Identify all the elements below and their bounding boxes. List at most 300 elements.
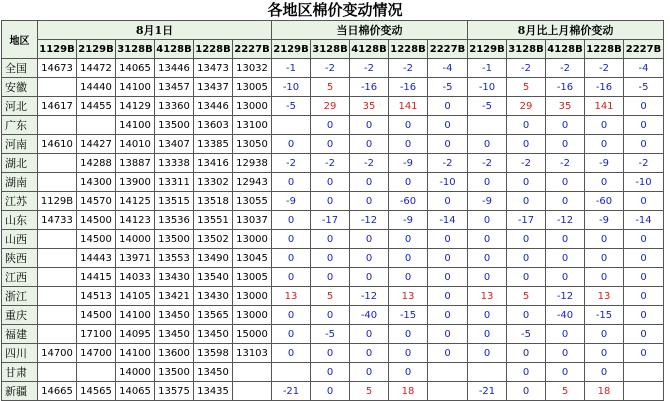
code-header: 4128B	[546, 40, 585, 59]
daily-change-cell: -16	[389, 78, 428, 97]
daily-change-cell: 0	[272, 306, 311, 325]
price-cell: 14733	[38, 211, 77, 230]
daily-change-cell: 0	[272, 268, 311, 287]
monthly-change-cell: 0	[624, 344, 664, 363]
price-cell: 13000	[233, 230, 272, 249]
daily-change-cell: -14	[428, 211, 468, 230]
region-cell: 重庆	[2, 306, 38, 325]
price-cell	[77, 116, 116, 135]
monthly-change-cell: 0	[624, 192, 664, 211]
daily-change-cell: 0	[428, 135, 468, 154]
price-cell: 13600	[155, 344, 194, 363]
code-header: 4128B	[350, 40, 389, 59]
daily-change-cell: 0	[350, 116, 389, 135]
monthly-change-cell: -4	[624, 59, 664, 78]
daily-change-cell: -17	[311, 211, 350, 230]
monthly-change-cell: 0	[546, 192, 585, 211]
table-row	[2, 192, 664, 211]
daily-change-cell: 0	[350, 173, 389, 192]
price-cell: 13457	[155, 78, 194, 97]
monthly-change-cell: -10	[468, 78, 507, 97]
price-cell: 13000	[233, 287, 272, 306]
price-cell: 13515	[155, 192, 194, 211]
region-cell: 湖南	[2, 173, 38, 192]
price-cell	[38, 287, 77, 306]
daily-change-cell	[428, 382, 468, 401]
daily-change-cell: 0	[389, 230, 428, 249]
price-cell	[38, 154, 77, 173]
daily-change-cell: 0	[389, 249, 428, 268]
daily-change-cell: -2	[311, 154, 350, 173]
table-row	[2, 154, 664, 173]
price-cell: 13437	[194, 78, 233, 97]
monthly-change-cell: -2	[546, 154, 585, 173]
daily-change-cell: -2	[428, 154, 468, 173]
daily-change-cell: -15	[389, 306, 428, 325]
daily-change-cell: 0	[350, 268, 389, 287]
price-cell: 1129B	[38, 192, 77, 211]
price-cell: 13385	[194, 135, 233, 154]
monthly-change-cell	[468, 363, 507, 382]
price-cell: 14565	[77, 382, 116, 401]
price-cell: 13050	[233, 135, 272, 154]
price-cell: 14500	[77, 211, 116, 230]
monthly-change-cell: 0	[546, 173, 585, 192]
price-cell: 13502	[194, 230, 233, 249]
monthly-change-cell: 35	[546, 97, 585, 116]
daily-change-cell: 5	[311, 78, 350, 97]
region-cell: 新疆	[2, 382, 38, 401]
region-cell: 江西	[2, 268, 38, 287]
monthly-change-cell: 5	[507, 287, 546, 306]
monthly-change-cell: 0	[507, 116, 546, 135]
group-header-monthly: 8月比上月棉价变动	[468, 21, 664, 40]
header-row-codes	[2, 40, 664, 59]
monthly-change-cell: 29	[507, 97, 546, 116]
monthly-change-cell: 141	[585, 97, 624, 116]
daily-change-cell: 0	[428, 306, 468, 325]
daily-change-cell: 5	[350, 382, 389, 401]
daily-change-cell	[272, 363, 311, 382]
monthly-change-cell: 0	[507, 135, 546, 154]
region-cell: 江苏	[2, 192, 38, 211]
monthly-change-cell: -10	[624, 173, 664, 192]
table-row	[2, 211, 664, 230]
code-header: 4128B	[155, 40, 194, 59]
price-cell: 13553	[155, 249, 194, 268]
monthly-change-cell: 0	[468, 268, 507, 287]
price-cell: 13100	[233, 116, 272, 135]
monthly-change-cell: 0	[585, 268, 624, 287]
daily-change-cell: 0	[389, 363, 428, 382]
price-cell: 14105	[116, 287, 155, 306]
monthly-change-cell: -2	[585, 59, 624, 78]
group-header-daily: 当日棉价变动	[272, 21, 468, 40]
daily-change-cell: 35	[350, 97, 389, 116]
daily-change-cell: -2	[350, 59, 389, 78]
daily-change-cell: -9	[389, 211, 428, 230]
monthly-change-cell: -2	[468, 154, 507, 173]
price-cell: 14033	[116, 268, 155, 287]
monthly-change-cell: 0	[546, 230, 585, 249]
price-cell: 13416	[194, 154, 233, 173]
daily-change-cell: 29	[311, 97, 350, 116]
monthly-change-cell: 0	[585, 135, 624, 154]
region-cell: 山西	[2, 230, 38, 249]
monthly-change-cell: -5	[468, 97, 507, 116]
header-row-groups	[2, 21, 664, 40]
price-cell: 14513	[77, 287, 116, 306]
price-cell: 14673	[38, 59, 77, 78]
monthly-change-cell: 0	[468, 249, 507, 268]
daily-change-cell: 0	[311, 344, 350, 363]
price-cell: 14500	[77, 306, 116, 325]
region-cell: 陕西	[2, 249, 38, 268]
price-cell: 14427	[77, 135, 116, 154]
daily-change-cell: 0	[350, 230, 389, 249]
monthly-change-cell: 5	[546, 382, 585, 401]
daily-change-cell: 0	[350, 363, 389, 382]
price-cell: 14123	[116, 211, 155, 230]
price-cell: 13407	[155, 135, 194, 154]
price-cell: 13971	[116, 249, 155, 268]
price-cell: 13575	[155, 382, 194, 401]
daily-change-cell: 0	[428, 344, 468, 363]
daily-change-cell: -5	[428, 78, 468, 97]
monthly-change-cell: -5	[624, 78, 664, 97]
monthly-change-cell: 0	[507, 344, 546, 363]
price-cell: 14010	[116, 135, 155, 154]
monthly-change-cell: 0	[624, 97, 664, 116]
price-cell: 13055	[233, 192, 272, 211]
price-cell: 13450	[194, 325, 233, 344]
daily-change-cell: 0	[311, 116, 350, 135]
monthly-change-cell: 0	[468, 211, 507, 230]
price-cell	[77, 363, 116, 382]
monthly-change-cell: 0	[624, 116, 664, 135]
monthly-change-cell: -60	[585, 192, 624, 211]
daily-change-cell: -16	[350, 78, 389, 97]
price-cell: 13338	[155, 154, 194, 173]
monthly-change-cell: -9	[585, 154, 624, 173]
price-cell: 13450	[194, 363, 233, 382]
price-cell: 13005	[233, 268, 272, 287]
price-cell: 13446	[155, 59, 194, 78]
daily-change-cell: 0	[272, 344, 311, 363]
monthly-change-cell: -2	[507, 59, 546, 78]
region-cell: 广东	[2, 116, 38, 135]
price-cell: 14129	[116, 97, 155, 116]
page-title: 各地区棉价变动情况	[267, 1, 403, 19]
price-cell: 14125	[116, 192, 155, 211]
table-row	[2, 135, 664, 154]
table-row	[2, 363, 664, 382]
price-cell	[38, 230, 77, 249]
daily-change-cell: 0	[311, 249, 350, 268]
price-cell: 14610	[38, 135, 77, 154]
price-cell: 13103	[233, 344, 272, 363]
monthly-change-cell: -9	[468, 192, 507, 211]
monthly-change-cell: 0	[507, 363, 546, 382]
monthly-change-cell: -17	[507, 211, 546, 230]
price-cell: 13000	[233, 97, 272, 116]
daily-change-cell: 0	[428, 192, 468, 211]
daily-change-cell: 0	[350, 249, 389, 268]
region-cell: 安徽	[2, 78, 38, 97]
daily-change-cell: -40	[350, 306, 389, 325]
daily-change-cell: -2	[272, 154, 311, 173]
monthly-change-cell: 0	[546, 268, 585, 287]
daily-change-cell: -2	[389, 59, 428, 78]
table-row	[2, 173, 664, 192]
table-row	[2, 249, 664, 268]
daily-change-cell: 0	[311, 268, 350, 287]
monthly-change-cell: 0	[585, 230, 624, 249]
price-cell: 14100	[116, 306, 155, 325]
price-cell: 13450	[155, 306, 194, 325]
monthly-change-cell: 0	[624, 325, 664, 344]
monthly-change-cell: 0	[507, 306, 546, 325]
monthly-change-cell: -12	[546, 287, 585, 306]
price-cell: 13430	[155, 268, 194, 287]
price-cell: 12943	[233, 173, 272, 192]
daily-change-cell: 0	[428, 325, 468, 344]
price-cell: 13360	[155, 97, 194, 116]
region-header: 地区	[2, 21, 38, 59]
monthly-change-cell: 0	[585, 363, 624, 382]
daily-change-cell: 13	[272, 287, 311, 306]
daily-change-cell: -5	[272, 97, 311, 116]
table-row	[2, 59, 664, 78]
monthly-change-cell	[468, 116, 507, 135]
price-cell: 13900	[116, 173, 155, 192]
daily-change-cell: 0	[428, 116, 468, 135]
daily-change-cell: 0	[311, 230, 350, 249]
price-cell: 14440	[77, 78, 116, 97]
table-row	[2, 287, 664, 306]
price-cell: 13603	[194, 116, 233, 135]
price-cell: 14700	[77, 344, 116, 363]
monthly-change-cell: 13	[585, 287, 624, 306]
daily-change-cell: -21	[272, 382, 311, 401]
monthly-change-cell: 0	[585, 344, 624, 363]
monthly-change-cell: 0	[507, 249, 546, 268]
monthly-change-cell: 0	[468, 230, 507, 249]
cotton-price-table	[1, 20, 664, 401]
daily-change-cell: 0	[428, 230, 468, 249]
daily-change-cell	[272, 116, 311, 135]
price-cell	[38, 249, 77, 268]
price-cell: 17100	[77, 325, 116, 344]
price-cell: 14100	[116, 344, 155, 363]
price-cell: 13490	[194, 249, 233, 268]
table-row	[2, 78, 664, 97]
monthly-change-cell: 0	[468, 306, 507, 325]
code-header: 2129B	[77, 40, 116, 59]
price-cell: 13598	[194, 344, 233, 363]
daily-change-cell: -5	[311, 325, 350, 344]
price-cell: 14665	[38, 382, 77, 401]
daily-change-cell: 0	[350, 135, 389, 154]
price-cell: 14000	[116, 230, 155, 249]
monthly-change-cell: -9	[585, 211, 624, 230]
price-cell	[38, 306, 77, 325]
region-cell: 四川	[2, 344, 38, 363]
daily-change-cell: -4	[428, 59, 468, 78]
monthly-change-cell: 0	[468, 135, 507, 154]
daily-change-cell: 0	[389, 173, 428, 192]
price-cell: 14500	[77, 230, 116, 249]
daily-change-cell: 0	[272, 173, 311, 192]
daily-change-cell: 0	[428, 97, 468, 116]
monthly-change-cell: 0	[585, 116, 624, 135]
daily-change-cell: -60	[389, 192, 428, 211]
price-cell: 13500	[155, 230, 194, 249]
code-header: 1129B	[38, 40, 77, 59]
monthly-change-cell: -1	[468, 59, 507, 78]
monthly-change-cell: 0	[546, 249, 585, 268]
monthly-change-cell: 0	[585, 249, 624, 268]
daily-change-cell: 0	[350, 192, 389, 211]
price-cell: 13500	[155, 363, 194, 382]
daily-change-cell: 0	[272, 249, 311, 268]
daily-change-cell: 0	[389, 344, 428, 363]
price-cell	[38, 173, 77, 192]
price-cell: 13037	[233, 211, 272, 230]
code-header: 1228B	[389, 40, 428, 59]
monthly-change-cell: 0	[624, 249, 664, 268]
price-cell: 13421	[155, 287, 194, 306]
monthly-change-cell: 0	[468, 173, 507, 192]
region-cell: 山东	[2, 211, 38, 230]
daily-change-cell: -2	[350, 154, 389, 173]
monthly-change-cell: 0	[585, 173, 624, 192]
monthly-change-cell: 18	[585, 382, 624, 401]
monthly-change-cell: -15	[585, 306, 624, 325]
monthly-change-cell: -2	[624, 154, 664, 173]
price-cell: 12938	[233, 154, 272, 173]
price-cell	[38, 325, 77, 344]
daily-change-cell: -10	[428, 173, 468, 192]
code-header: 2227B	[233, 40, 272, 59]
monthly-change-cell: 0	[546, 135, 585, 154]
monthly-change-cell: 0	[507, 192, 546, 211]
code-header: 1228B	[194, 40, 233, 59]
price-cell: 13311	[155, 173, 194, 192]
daily-change-cell: -9	[389, 154, 428, 173]
table-row	[2, 306, 664, 325]
table-row	[2, 325, 664, 344]
price-cell: 13435	[194, 382, 233, 401]
price-cell: 14700	[38, 344, 77, 363]
price-cell: 14065	[116, 59, 155, 78]
code-header: 2227B	[428, 40, 468, 59]
monthly-change-cell: 0	[546, 363, 585, 382]
price-cell: 13540	[194, 268, 233, 287]
code-header: 3128B	[311, 40, 350, 59]
monthly-change-cell: 0	[468, 344, 507, 363]
price-cell: 13565	[194, 306, 233, 325]
daily-change-cell: 0	[350, 325, 389, 344]
price-cell: 14617	[38, 97, 77, 116]
region-cell: 浙江	[2, 287, 38, 306]
code-header: 2129B	[468, 40, 507, 59]
table-row	[2, 382, 664, 401]
monthly-change-cell: 5	[507, 78, 546, 97]
monthly-change-cell: -2	[507, 154, 546, 173]
daily-change-cell: 0	[428, 287, 468, 306]
daily-change-cell: -9	[272, 192, 311, 211]
price-cell: 13005	[233, 78, 272, 97]
monthly-change-cell: 0	[624, 306, 664, 325]
price-cell: 13446	[194, 97, 233, 116]
price-cell: 13032	[233, 59, 272, 78]
monthly-change-cell: 0	[624, 268, 664, 287]
price-cell: 15000	[233, 325, 272, 344]
price-cell: 13430	[194, 287, 233, 306]
table-row	[2, 268, 664, 287]
daily-change-cell: 0	[272, 325, 311, 344]
monthly-change-cell: -12	[546, 211, 585, 230]
daily-change-cell	[428, 363, 468, 382]
daily-change-cell: 0	[272, 211, 311, 230]
daily-change-cell: -2	[311, 59, 350, 78]
price-cell: 14300	[77, 173, 116, 192]
region-cell: 甘肃	[2, 363, 38, 382]
price-cell	[233, 363, 272, 382]
monthly-change-cell: 0	[624, 287, 664, 306]
monthly-change-cell: 13	[468, 287, 507, 306]
code-header: 3128B	[507, 40, 546, 59]
region-cell: 福建	[2, 325, 38, 344]
code-header: 2227B	[624, 40, 664, 59]
monthly-change-cell: -2	[546, 59, 585, 78]
price-cell: 13000	[233, 306, 272, 325]
table-row	[2, 230, 664, 249]
monthly-change-cell: 0	[624, 230, 664, 249]
monthly-change-cell: -40	[546, 306, 585, 325]
daily-change-cell: 0	[311, 363, 350, 382]
price-cell: 14415	[77, 268, 116, 287]
table-body	[2, 59, 664, 401]
daily-change-cell: 0	[428, 268, 468, 287]
table-row	[2, 344, 664, 363]
price-cell: 13500	[155, 116, 194, 135]
daily-change-cell: 0	[311, 135, 350, 154]
monthly-change-cell	[624, 363, 664, 382]
monthly-change-cell: 0	[546, 116, 585, 135]
price-cell: 13473	[194, 59, 233, 78]
daily-change-cell: 0	[311, 192, 350, 211]
daily-change-cell: 0	[311, 382, 350, 401]
region-cell: 湖北	[2, 154, 38, 173]
price-cell: 13887	[116, 154, 155, 173]
monthly-change-cell: 0	[468, 325, 507, 344]
monthly-change-cell: -5	[507, 325, 546, 344]
price-cell	[38, 363, 77, 382]
monthly-change-cell: -14	[624, 211, 664, 230]
daily-change-cell: -10	[272, 78, 311, 97]
monthly-change-cell: 0	[546, 325, 585, 344]
price-cell: 13302	[194, 173, 233, 192]
monthly-change-cell: 0	[507, 268, 546, 287]
daily-change-cell: 0	[272, 135, 311, 154]
monthly-change-cell: -21	[468, 382, 507, 401]
price-cell: 13536	[155, 211, 194, 230]
price-cell: 14570	[77, 192, 116, 211]
price-cell: 14472	[77, 59, 116, 78]
monthly-change-cell: -16	[585, 78, 624, 97]
